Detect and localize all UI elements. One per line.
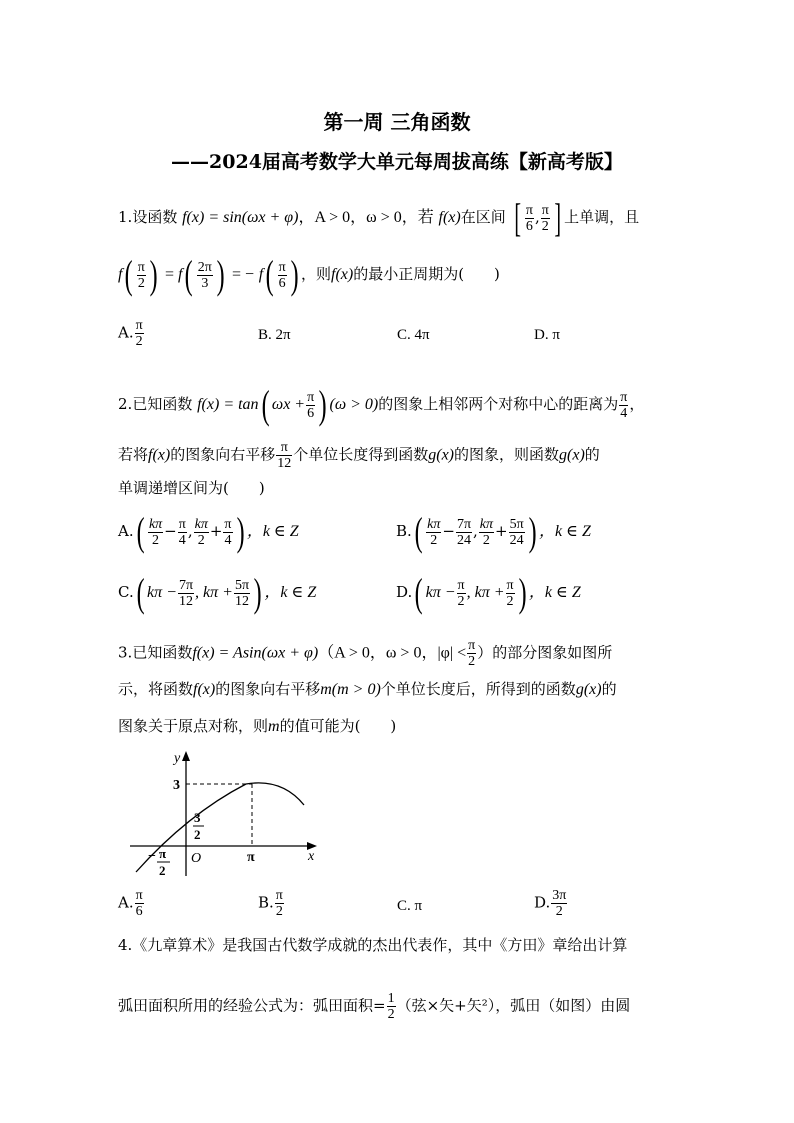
page-title: 第一周 三角函数: [323, 110, 471, 134]
q2-option-b: B.( $\frac{k\pi}{2}$ − $\frac{7\pi}{24}$ , $\frac{k\pi}{2}$ + $\frac{5\pi}{24}$ ) ，k ∈ Z: [396, 509, 591, 554]
q2-line3: 单调递增区间为( ): [118, 479, 265, 497]
y-axis-arrow-icon: [182, 751, 190, 761]
q3-line2: 示，将函数f(x)的图象向右平移m(m > 0)个单位长度后，所得到的函数g(x)的: [118, 680, 617, 698]
q2-option-d: D.( kπ − $\frac{\pi}{2}$ , kπ + $\frac{\pi}{2}$ ) ，k ∈ Z: [396, 570, 581, 615]
q1-option-c: C. 4π: [397, 327, 430, 343]
x-pi-label: π: [247, 850, 255, 865]
q2-option-a: A.( $\frac{k\pi}{2}$ − $\frac{\pi}{4}$ , $\frac{k\pi}{2}$ + $\frac{\pi}{4}$ ) ，k ∈ Z: [118, 509, 299, 554]
y-max-label: 3: [173, 778, 180, 793]
q1-option-b: B. 2π: [258, 327, 291, 343]
origin-label: O: [191, 851, 202, 866]
q1-option-a: A. $\frac{\pi}{2}$: [118, 318, 143, 349]
q3-option-b: B. $\frac{\pi}{2}$: [258, 888, 283, 919]
y-mid-den: 2: [194, 827, 201, 842]
q1-line1: 1.设函数 f(x) = sin(ωx + φ)，A > 0，ω > 0，若 f(x)在区间 [ $\frac{\pi}{6}$ , $\frac{\pi}{2}$ ] 上单调，且: [118, 195, 640, 240]
q4-line1: 4.《九章算术》是我国古代数学成就的杰出代表作，其中《方田》章给出计算: [118, 936, 628, 954]
q1-line2: f( $\frac{\pi}{2}$ ) = f( $\frac{2\pi}{3}$ ) = − f( $\frac{\pi}{6}$ ) ，则f(x)的最小正周期为( ): [118, 252, 500, 297]
page-subtitle: ——2024届高考数学大单元每周拔高练【新高考版】: [171, 151, 623, 173]
x-neg-num: π: [159, 846, 167, 861]
q2-option-c: C.( kπ − $\frac{7\pi}{12}$ , kπ + $\frac{5\pi}{12}$ ) ，k ∈ Z: [118, 570, 317, 615]
q1-option-d: D. π: [534, 327, 560, 343]
x-label: x: [308, 849, 315, 864]
q3-option-d: D. $\frac{3\pi}{2}$: [534, 888, 567, 919]
y-mid-num: 3: [194, 810, 201, 825]
q3-graph: [118, 748, 333, 880]
q3-option-c: C. π: [397, 898, 423, 914]
q3-option-a: A. $\frac{\pi}{6}$: [118, 888, 143, 919]
y-label: y: [174, 751, 181, 766]
q3-line3: 图象关于原点对称，则m的值可能为( ): [118, 717, 397, 735]
x-neg-den: 2: [159, 863, 166, 878]
q2-line1: 2.已知函数 f(x) = tan( ωx + $\frac{\pi}{6}$ ) (ω > 0)的图象上相邻两个对称中心的距离为 $\frac{\pi}{4}$ ，: [118, 382, 645, 427]
x-neg-sign: −: [148, 849, 156, 864]
q1-function: f(x) = sin(ωx + φ): [182, 209, 299, 226]
q3-line1: 3.已知函数f(x) = Asin(ωx + φ)（A > 0，ω > 0，|φ| < $\frac{\pi}{2}$ ）的部分图象如图所: [118, 638, 613, 669]
q4-line2: 弧田面积所用的经验公式为：弧田面积= $\frac{1}{2}$ （弦×矢+矢²），弧田（如图）由圆: [118, 991, 631, 1022]
q2-line2: 若将f(x)的图象向右平移 $\frac{\pi}{12}$ 个单位长度得到函数g(x)的图象，则函数g(x)的: [118, 440, 600, 471]
